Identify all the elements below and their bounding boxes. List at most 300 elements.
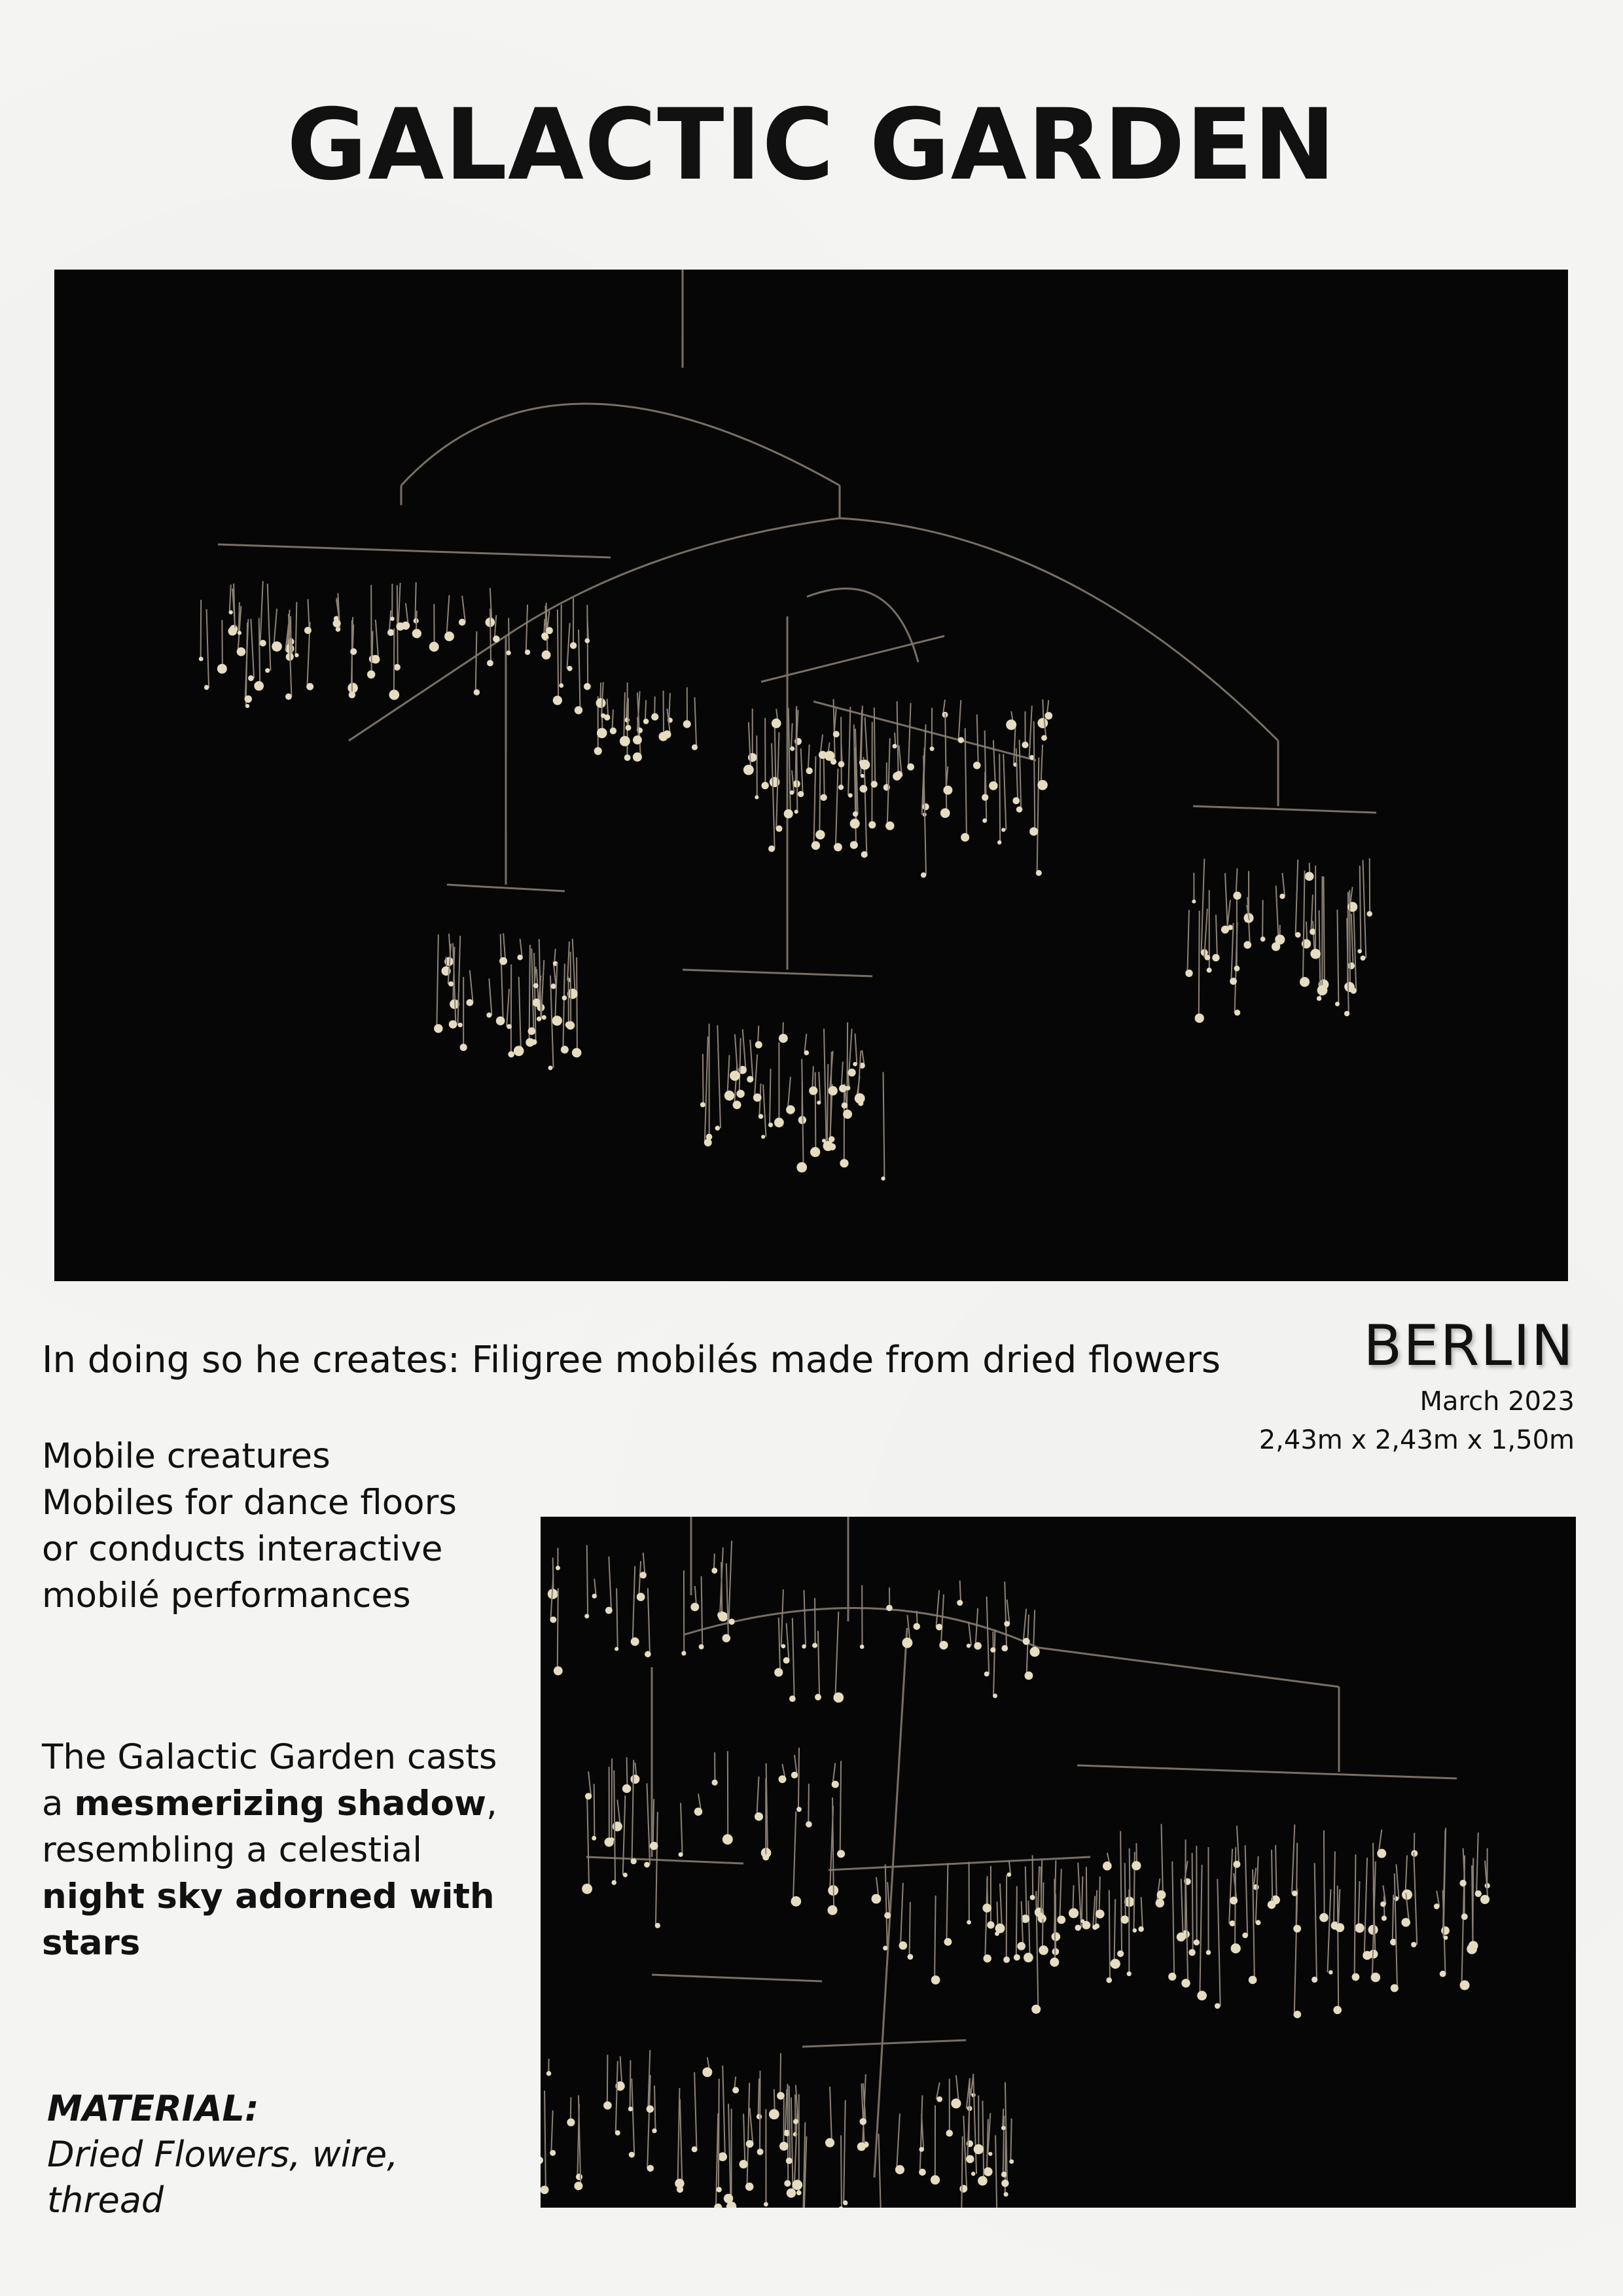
flower-dot <box>1106 1977 1112 1983</box>
flower-dot <box>786 1105 795 1114</box>
wire-stem <box>1172 1862 1174 1977</box>
wire-stem <box>681 1803 683 1854</box>
flower-dot <box>238 631 241 635</box>
flower-dot <box>1057 1916 1065 1924</box>
flower-dot <box>796 2190 802 2195</box>
wire-stem <box>260 581 263 643</box>
wire-stem <box>573 939 575 994</box>
flower-dot <box>790 790 794 795</box>
wire-stem <box>1337 910 1338 1004</box>
wire-stem <box>808 745 810 771</box>
wire-stem <box>757 1776 758 1816</box>
flower-dot <box>1355 1923 1364 1932</box>
flower-dot <box>1052 1932 1061 1941</box>
wire-stem <box>495 615 497 639</box>
wire-stem <box>887 738 890 826</box>
wire-stem <box>222 620 223 669</box>
wire-stem <box>1296 860 1298 935</box>
flower-dot <box>1363 1951 1372 1960</box>
flower-dot <box>294 653 298 657</box>
flower-dot <box>1230 978 1237 985</box>
flower-dot <box>1036 870 1042 876</box>
flower-dot <box>718 2152 727 2161</box>
wire-stem <box>201 600 202 659</box>
flower-dot <box>850 819 860 828</box>
flower-dot <box>1096 1909 1105 1918</box>
flower-dot <box>990 1647 995 1652</box>
flower-dot <box>637 1593 645 1601</box>
wire-stem <box>1292 1824 1294 1893</box>
wire-stem <box>296 602 297 655</box>
flower-dot <box>812 1643 817 1648</box>
wire-stem <box>775 722 776 783</box>
flower-dot <box>546 2071 552 2076</box>
flower-dot <box>1025 1671 1033 1680</box>
flower-dot <box>1103 1862 1112 1871</box>
wire-stem <box>1016 1886 1017 1958</box>
wire-stem <box>1028 1901 1029 1958</box>
flower-dot <box>629 2152 635 2158</box>
flower-dot <box>820 794 827 801</box>
wire-stem <box>755 1055 757 1098</box>
flower-dot <box>466 999 473 1006</box>
flower-dot <box>1205 955 1211 961</box>
wire-stem <box>274 609 277 646</box>
flower-dot <box>860 785 868 793</box>
flower-dot <box>651 713 658 720</box>
wire-stem <box>627 1757 628 1789</box>
wire-stem <box>1026 1867 1027 1919</box>
flower-dot <box>514 1046 524 1056</box>
flower-dot <box>603 2101 612 2110</box>
wire-stem <box>1476 1833 1478 1894</box>
flower-dot <box>730 1070 740 1081</box>
flower-dot <box>1335 1923 1344 1932</box>
flower-dot <box>1230 1920 1236 1926</box>
wire-stem <box>785 2089 787 2133</box>
wire-stem <box>743 1029 746 1070</box>
wire-stem <box>705 1036 708 1142</box>
flower-dot <box>764 2202 768 2206</box>
description <box>42 1734 526 1966</box>
flower-dot <box>781 1644 786 1649</box>
wire-stem <box>623 1795 626 1875</box>
flower-dot <box>348 683 358 694</box>
wire-stem <box>1078 1863 1081 1928</box>
wire-stem <box>815 1072 816 1152</box>
wire-stem <box>308 599 309 631</box>
flower-dot <box>1347 963 1355 970</box>
wire-stem <box>616 1588 618 1649</box>
wire-stem <box>207 609 209 688</box>
flower-dot <box>743 765 754 775</box>
wire-stem <box>594 1784 595 1838</box>
flower-dot <box>245 696 252 703</box>
flower-dot <box>838 761 845 768</box>
flower-dot <box>394 664 401 671</box>
flower-dot <box>1292 1890 1298 1896</box>
wire-stem <box>887 1882 889 1915</box>
flower-dot <box>1006 720 1016 730</box>
flower-dot <box>639 1572 646 1578</box>
flower-dot <box>561 1046 569 1053</box>
flower-dot <box>1030 1647 1040 1657</box>
flower-dot <box>1469 1941 1478 1951</box>
flower-dot <box>1023 1638 1030 1645</box>
wire-stem <box>827 1064 828 1146</box>
wire-stem <box>1202 858 1205 952</box>
flower-dot <box>679 1852 683 1857</box>
wire-stem <box>551 2110 552 2153</box>
flower-dot <box>575 706 582 714</box>
flower-dot <box>1260 936 1266 942</box>
flower-dot <box>860 1644 865 1649</box>
flower-dot <box>582 1884 592 1894</box>
wire-stem <box>1096 1890 1097 1926</box>
flower-dot <box>663 730 671 738</box>
wire-stem <box>977 715 978 766</box>
flower-dot <box>842 1103 848 1109</box>
wire-stem <box>1120 1831 1122 1954</box>
list-item: mobilé performances <box>42 1576 411 1616</box>
flower-dot <box>645 1651 651 1657</box>
flower-dot <box>806 768 813 774</box>
wire-stem <box>653 1799 654 1846</box>
flower-dot <box>722 1634 731 1642</box>
wire-stem <box>633 1566 635 1641</box>
wire-stem <box>1338 1889 1340 1928</box>
flower-dot <box>1411 1942 1416 1947</box>
wire-stem <box>1216 915 1217 958</box>
wire-stem <box>1231 923 1233 981</box>
flower-dot <box>1371 1973 1380 1982</box>
wire-stem <box>1014 724 1016 765</box>
flower-dot <box>715 1125 721 1131</box>
wire-stem <box>607 2055 608 2105</box>
wire-stem <box>743 2114 745 2164</box>
flower-dot <box>907 764 914 771</box>
flower-dot <box>1366 911 1372 916</box>
flower-dot <box>584 1614 589 1618</box>
wire-stem <box>1162 1824 1163 1895</box>
wire-stem <box>788 1077 791 1110</box>
flower-dot <box>753 1093 762 1102</box>
flower-dot <box>1037 1913 1044 1920</box>
wire-stem <box>779 1617 780 1672</box>
flower-dot <box>631 1637 639 1646</box>
flower-dot <box>717 2187 722 2192</box>
wire-stem <box>1029 705 1032 757</box>
wire-stem <box>1324 1830 1325 1917</box>
wire-stem <box>680 2099 683 2189</box>
wire-stem <box>1405 1856 1407 1895</box>
flower-dot <box>574 2181 582 2190</box>
flower-dot <box>722 1834 733 1845</box>
wire-stem <box>579 629 580 710</box>
wire-stem <box>645 700 646 722</box>
wire-stem <box>1349 890 1350 987</box>
flower-dot <box>1016 806 1023 813</box>
flower-dot <box>556 1566 560 1570</box>
flower-dot <box>550 983 556 989</box>
flower-dot <box>1441 1926 1450 1935</box>
wire-stem <box>561 605 562 686</box>
flower-dot <box>1037 718 1048 728</box>
flower-dot <box>930 747 935 751</box>
wire-stem <box>908 703 910 767</box>
flower-dot <box>868 821 876 828</box>
flower-dot <box>791 1896 802 1907</box>
flower-dot <box>702 2067 712 2077</box>
wire-stem <box>824 1029 827 1140</box>
wire-stem <box>1125 1863 1126 1920</box>
flower-dot <box>1305 872 1314 881</box>
flower-dot <box>615 2130 620 2136</box>
flower-dot <box>755 795 758 799</box>
wire-stem <box>508 618 509 653</box>
flower-dot <box>796 1162 807 1173</box>
wire-stem <box>798 1748 799 1809</box>
flower-dot <box>349 692 355 698</box>
flower-dot <box>1117 1951 1124 1957</box>
flower-dot <box>789 1695 796 1702</box>
flower-dot <box>542 1015 546 1019</box>
wire-stem <box>1199 911 1200 1018</box>
flower-dot <box>1195 1014 1204 1023</box>
flower-dot <box>624 754 631 761</box>
flower-dot <box>958 737 964 743</box>
flower-dot <box>486 1012 491 1017</box>
flower-dot <box>1221 926 1229 934</box>
wire-stem <box>750 2108 753 2144</box>
flower-dot <box>1030 1895 1035 1900</box>
flower-dot <box>784 2180 791 2187</box>
intro-text: In doing so he creates: Filigree mobilés made from dried flowers <box>42 1339 1221 1381</box>
flower-dot <box>1024 1952 1033 1962</box>
flower-dot <box>623 1873 628 1877</box>
flower-dot <box>460 1044 467 1051</box>
flower-dot <box>959 2185 967 2193</box>
wire-stem <box>609 1557 611 1610</box>
flower-dot <box>1293 1925 1301 1933</box>
flower-dot <box>1233 1861 1240 1868</box>
wire-stem <box>490 609 491 663</box>
list-item: Mobiles for dance floors <box>42 1483 457 1523</box>
wire-stem <box>1041 1867 1042 1916</box>
flower-dot <box>931 1975 940 1985</box>
wire-stem <box>722 2066 725 2157</box>
flower-dot <box>755 1812 763 1821</box>
flower-dot <box>285 694 292 700</box>
flower-dot <box>1253 1884 1259 1890</box>
flower-dot <box>895 2165 904 2174</box>
wire-stem <box>1086 1867 1087 1925</box>
flower-dot <box>570 642 577 648</box>
flower-dot <box>853 811 858 817</box>
flower-dot <box>861 774 865 778</box>
wire-stem <box>639 1561 641 1597</box>
flower-dot <box>1001 2180 1008 2187</box>
flower-dot <box>1268 1901 1276 1909</box>
wire-stem <box>563 964 564 1050</box>
flower-dot <box>973 762 981 769</box>
wire-stem <box>437 934 438 1029</box>
wire-stem <box>841 2135 842 2208</box>
flower-dot <box>974 2144 984 2154</box>
wire-stem <box>941 1595 944 1646</box>
flower-dot <box>1234 966 1240 972</box>
flower-dot <box>762 1854 769 1861</box>
description-highlight: mesmerizing shadow <box>74 1784 487 1824</box>
wire-stem <box>415 582 416 621</box>
flower-dot <box>944 1938 952 1946</box>
flower-dot <box>692 2146 698 2152</box>
material-value: Dried Flowers, wire, thread <box>47 2134 399 2221</box>
flower-dot <box>1294 2011 1302 2019</box>
flower-dot <box>961 833 969 841</box>
wire-stem <box>1024 1609 1027 1642</box>
flower-dot <box>1050 1958 1059 1967</box>
flower-dot <box>1377 1849 1386 1858</box>
flower-dot <box>1300 977 1310 987</box>
wire-stem <box>520 939 522 957</box>
flower-dot <box>1380 1901 1385 1907</box>
flower-dot <box>850 841 858 849</box>
flower-dot <box>769 2109 779 2119</box>
flower-dot <box>783 1657 790 1664</box>
flower-dot <box>1045 712 1053 720</box>
wire-stem <box>716 2113 718 2208</box>
wire-stem <box>1217 1879 1220 2005</box>
flower-dot <box>1181 1979 1190 1987</box>
flower-dot <box>1194 1939 1200 1945</box>
wire-stem <box>935 1896 936 1980</box>
wire-stem <box>1353 904 1356 991</box>
wire-stem <box>457 936 460 1025</box>
flower-dot <box>1017 1942 1026 1951</box>
wire-stem <box>976 1608 978 1646</box>
flower-dot <box>833 731 840 737</box>
flower-dot <box>272 641 282 652</box>
flower-dot <box>1279 894 1285 899</box>
flower-dot <box>758 1114 764 1120</box>
flower-dot <box>1329 1970 1333 1975</box>
flower-dot <box>576 2174 582 2180</box>
wire-stem <box>519 977 521 1051</box>
wire-stem <box>632 2079 634 2155</box>
flower-dot <box>1012 797 1020 804</box>
wire-stem <box>763 1084 766 1137</box>
flower-dot <box>371 655 380 663</box>
wire-stem <box>1000 1884 1002 1928</box>
flower-dot <box>922 804 929 810</box>
flower-dot <box>572 1048 581 1057</box>
flower-dot <box>798 791 804 797</box>
flower-dot <box>644 1862 650 1867</box>
flower-dot <box>1317 985 1328 996</box>
flower-dot <box>1004 2192 1008 2197</box>
wire-stem <box>1093 1896 1095 1928</box>
flower-dot <box>940 808 950 818</box>
flower-dot <box>823 1141 834 1152</box>
flower-dot <box>1249 1976 1257 1985</box>
wire-stem <box>804 1034 806 1053</box>
wire-stem <box>251 619 254 679</box>
flower-dot <box>592 1836 596 1841</box>
wire-stem <box>1364 1858 1367 1955</box>
list-item: or conducts interactive <box>42 1529 443 1569</box>
flower-dot <box>733 1101 741 1109</box>
wire-stem <box>588 1771 591 1796</box>
flower-dot <box>229 610 233 614</box>
flower-dot <box>610 1837 615 1842</box>
flower-dot <box>1029 827 1038 836</box>
flower-dot <box>810 1147 820 1157</box>
flower-dot <box>966 2155 974 2163</box>
flower-dot <box>804 1050 809 1055</box>
wire-stem <box>844 2100 846 2203</box>
wire-stem <box>1323 876 1324 984</box>
wire-stem <box>1038 1866 1039 1912</box>
wire-stem <box>787 1623 789 1661</box>
wire-stem <box>567 623 569 668</box>
flower-dot <box>825 751 834 760</box>
flower-dot <box>832 1781 839 1788</box>
wire-stem <box>818 1631 819 1697</box>
wire-stem <box>669 693 670 720</box>
wire-stem <box>1041 745 1043 785</box>
flower-dot <box>802 1644 806 1649</box>
flower-dot <box>1120 1915 1129 1924</box>
flower-dot <box>387 629 394 636</box>
wire-stem <box>804 1590 806 1646</box>
flower-dot <box>390 616 395 621</box>
flower-dot <box>1311 1977 1317 1983</box>
flower-dot <box>633 752 642 762</box>
flower-dot <box>611 1880 616 1884</box>
flower-dot <box>448 981 454 987</box>
flower-dot <box>1001 1645 1008 1651</box>
flower-dot <box>1295 932 1301 938</box>
flower-dot <box>630 1775 639 1784</box>
wire-stem <box>987 1597 990 1674</box>
flower-dot <box>1014 1954 1020 1961</box>
flower-dot <box>1092 1924 1097 1930</box>
flower-dot <box>893 744 897 749</box>
wire-stem <box>555 963 557 1021</box>
wire-stem <box>936 1590 940 1627</box>
flower-dot <box>843 2200 847 2205</box>
wire-stem <box>960 1581 961 1603</box>
flower-dot <box>1041 735 1047 741</box>
wire-stem <box>587 1795 589 1889</box>
flower-dot <box>1460 1981 1470 1990</box>
flower-dot <box>913 1623 920 1630</box>
flower-dot <box>1444 1935 1448 1940</box>
wire-stem <box>594 1579 596 1596</box>
wire-stem <box>544 2091 546 2190</box>
wire-stem <box>230 584 231 612</box>
wire-stem <box>1282 873 1285 896</box>
wire-stem <box>1027 1615 1029 1676</box>
flower-dot <box>1127 1971 1132 1976</box>
wire-stem <box>969 1622 971 1646</box>
wire-stem <box>1181 1879 1183 1937</box>
flower-dot <box>828 1905 838 1915</box>
wire-stem <box>1141 1897 1143 1929</box>
wire-stem <box>1010 2119 1011 2162</box>
flower-dot <box>237 647 246 656</box>
